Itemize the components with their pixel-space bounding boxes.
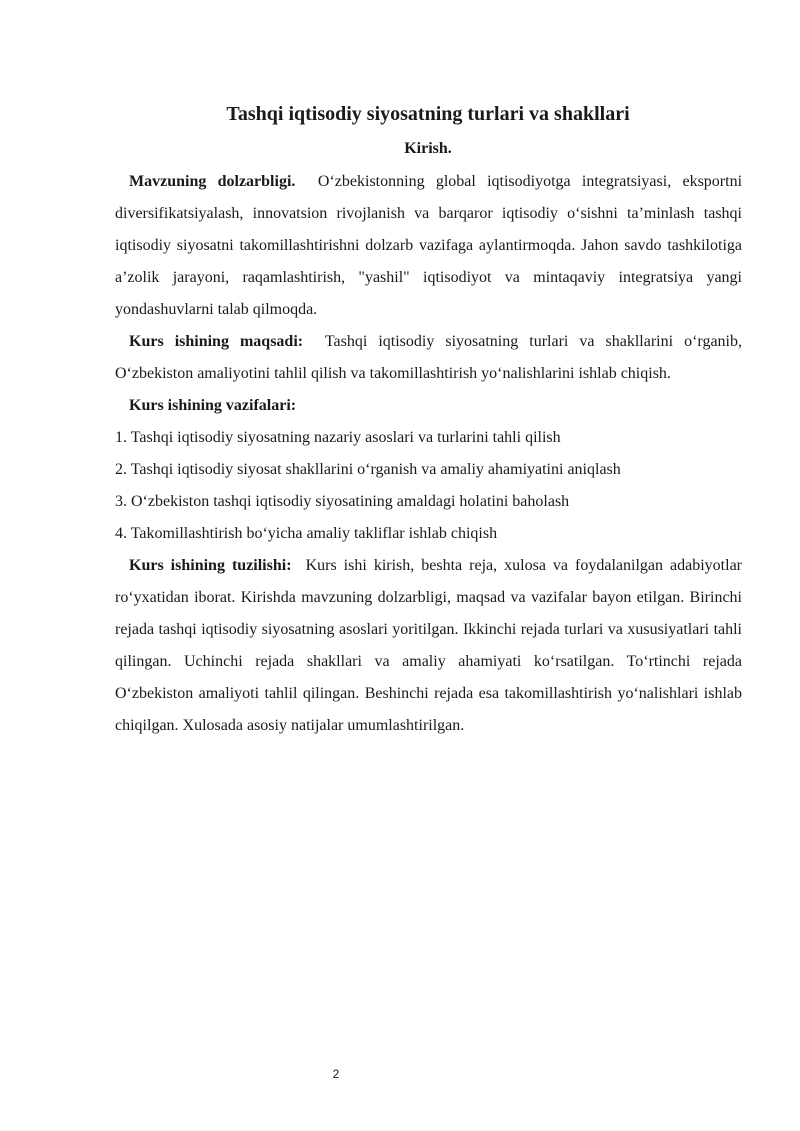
goal-paragraph: [115, 326, 742, 390]
tasks-heading: Kurs ishining vazifalari:: [129, 397, 297, 414]
goal-lead: Kurs ishining maqsadi:: [129, 333, 304, 350]
relevance-lead: Mavzuning dolzarbligi.: [129, 173, 296, 190]
tasks-list: [115, 422, 742, 550]
list-item: 3. O‘zbekiston tashqi iqtisodiy siyosatining amaldagi holatini baholash: [115, 493, 570, 510]
document-title: Tashqi iqtisodiy siyosatning turlari va shakllari: [226, 103, 630, 125]
relevance-paragraph: [115, 166, 742, 326]
list-item: 4. Takomillashtirish bo‘yicha amaliy takliflar ishlab chiqish: [115, 525, 498, 542]
document-body: [115, 166, 742, 742]
section-heading-introduction: Kirish.: [404, 140, 452, 157]
list-item: 1. Tashqi iqtisodiy siyosatning nazariy asoslari va turlarini tahli qilish: [115, 429, 561, 446]
structure-lead: Kurs ishining tuzilishi:: [129, 557, 292, 574]
relevance-text: O‘zbekistonning global iqtisodiyotga integratsiyasi, eksportni diversifikatsiyalash, innovatsion rivojlanish va barqaror iqtisodiy o‘sishni ta’minlash tashqi iqtisodiy siyosatni takomillashtirishni dolzarb vazifaga aylantirmoqda. Jahon savdo tashkilotiga a’zolik jarayoni, raqamlashtirish, "yashil" iqtisodiyot va mintaqaviy integratsiya yangi yondashuvlarni talab qilmoqda.: [115, 173, 743, 318]
structure-text: Kurs ishi kirish, beshta reja, xulosa va foydalanilgan adabiyotlar ro‘yxatidan iborat. Kirishda mavzuning dolzarbligi, maqsad va vazifalar bayon etilgan. Birinchi rejada tashqi iqtisodiy siyosatning asoslari yoritilgan. Ikkinchi rejada turlari va xususiyatlari tahli qilingan. Uchinchi rejada shakllari va amaliy ahamiyati ko‘rsatilgan. To‘rtinchi rejada O‘zbekiston amaliyoti tahlil qilingan. Beshinchi rejada esa takomillashtirish yo‘nalishlari ishlab chiqilgan. Xulosada asosiy natijalar umumlashtirilgan.: [115, 557, 743, 734]
goal-text: Tashqi iqtisodiy siyosatning turlari va shakllarini o‘rganib, O‘zbekiston amaliyotini tahlil qilish va takomillashtirish yo‘nalishlarini ishlab chiqish.: [115, 333, 742, 382]
page-number: 2: [332, 1067, 340, 1081]
structure-paragraph: [115, 550, 742, 742]
list-item: 2. Tashqi iqtisodiy siyosat shakllarini o‘rganish va amaliy ahamiyatini aniqlash: [115, 461, 621, 478]
